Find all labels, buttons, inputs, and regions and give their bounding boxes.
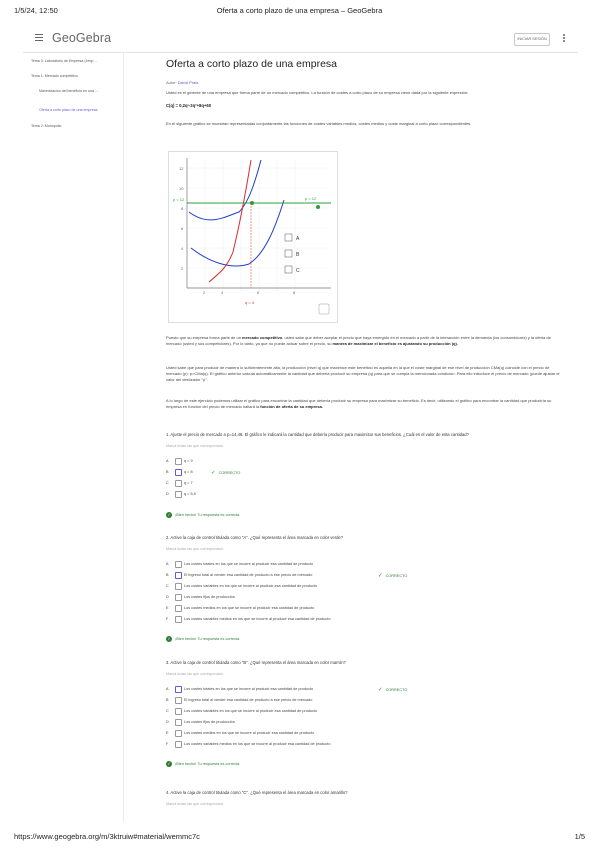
checkbox-c[interactable]	[285, 266, 292, 273]
question-hint: Marca todas las que correspondan.	[166, 444, 224, 448]
success-icon: ✓	[167, 761, 171, 766]
slider-label: p = 12	[305, 196, 317, 201]
sidebar-item-oferta[interactable]: Oferta a corto plazo de una empresa	[39, 108, 98, 112]
answer-option[interactable]: B q = 8	[166, 470, 193, 474]
correct-indicator: ✓ CORRECTO	[378, 573, 408, 579]
y-tick: 4	[181, 246, 184, 251]
quantity-readout: q = 4	[245, 300, 255, 305]
answer-option[interactable]: C Los costes variables en los que se incurre al producir esa cantidad de producto	[166, 709, 318, 713]
profit-paragraph: Usted sabe que para producir de manera lo suficientemente alta, la producción (nivel q) que maximice este beneficio es aquella en la que el coste marginal de ese nivel de producción CMa(q) coincide con el precio de mercado (p): p=CMa(q). El gráfico anterior calcula automáticamente la cantidad que debería producir su empresa (q) para que se cumpla la mencionada condición. Para ello introduce el precio de mercado (puede ajustar el valor del deslizador "p".	[166, 365, 560, 382]
question-hint: Marca todas las que correspondan.	[166, 547, 224, 551]
sidebar-item-maximizacion[interactable]: Maximización del beneficio en una …	[39, 89, 99, 93]
checkbox-a-label: A	[296, 236, 300, 242]
price-marker[interactable]	[250, 201, 254, 205]
y-tick: 6	[181, 226, 184, 231]
checkbox-b-label: B	[296, 252, 300, 258]
geogebra-logo[interactable]: GeoGebra	[52, 31, 112, 45]
answer-option[interactable]: A Los costes totales en los que se incurre al producir esa cantidad de producto	[166, 687, 314, 691]
checkbox-a[interactable]	[285, 234, 292, 241]
answer-option[interactable]: E Los costes medios en los que se incurre al producir esa cantidad de producto	[166, 731, 315, 735]
x-tick: 6	[257, 290, 260, 295]
market-paragraph: Puesto que su empresa forma parte de un mercado competitivo, usted sabe que deber aceptar el precio que haya emergido en el mercado a partir de la interacción entre la demanda (los consumidores) y la oferta de mercado (usted y sus competidores). Por lo tanto, ya que no puede actuar sobre el precio, su manera de maximizar el beneficio es ajustando su producción (q).	[166, 335, 551, 346]
correct-indicator: ✓ CORRECTO	[378, 687, 408, 693]
fullscreen-icon[interactable]	[319, 304, 329, 314]
x-tick: 2	[203, 290, 206, 295]
print-url: https://www.geogebra.org/m/3ktruiw#material/wemmc7c	[14, 832, 200, 841]
check-icon: ✓	[378, 573, 383, 579]
checkbox-b[interactable]	[285, 250, 292, 257]
page-number: 1/5	[574, 832, 585, 841]
answer-option[interactable]: A q = 9	[166, 459, 193, 463]
question-hint: Marca todas las que correspondan.	[166, 672, 224, 676]
author-label: Autor:	[166, 80, 177, 85]
question-text: 4. Active la caja de control titulada como "C". ¿Qué representa el área marcada en color amarillo?	[166, 790, 348, 795]
price-label: p = 12	[173, 197, 185, 202]
cost-curves-graph	[169, 152, 337, 322]
y-tick: 2	[181, 266, 184, 271]
sidebar-item-tema2[interactable]: Tema 2: Monopolio	[31, 124, 62, 128]
feedback-message: ✓ ¡Bien hecho! Tu respuesta es correcta.	[167, 761, 241, 766]
y-tick: 8	[181, 206, 184, 211]
correct-indicator: ✓ CORRECTO	[211, 470, 241, 476]
more-options-icon[interactable]	[563, 34, 565, 43]
answer-option[interactable]: B El ingreso total al vender esa cantidad de producto a ese precio de mercado	[166, 698, 313, 702]
question-text: 1. Ajuste el precio de mercado a p=14,46. El gráfico le indicará la cantidad que debería producir para maximizar sus beneficios. ¿Cuál es el valor de esta cantidad?	[166, 432, 469, 437]
check-icon: ✓	[378, 687, 383, 693]
sign-in-button[interactable]: INICIAR SESIÓN	[514, 33, 550, 46]
page-title: Oferta a corto plazo de una empresa	[166, 58, 338, 70]
y-tick: 12	[179, 166, 184, 171]
sidebar-item-tema0[interactable]: Tema 0: Laboratorio de Empresa (Jeop…	[31, 59, 97, 63]
answer-option[interactable]: E Los costes medios en los que se incurre al producir esa cantidad de producto	[166, 606, 315, 610]
answer-option[interactable]: B El ingreso total al vender esa cantidad de producto a ese precio de mercado	[166, 573, 313, 577]
author-link[interactable]: David Prats	[177, 80, 199, 85]
answer-option[interactable]: A Los costes totales en los que se incurre al producir esa cantidad de producto	[166, 562, 314, 566]
print-header	[0, 0, 599, 22]
check-icon: ✓	[211, 470, 216, 476]
print-date: 1/5/24, 12:50	[14, 6, 58, 15]
question-text: 2. Active la caja de control titulada como "A". ¿Qué representa el área marcada en color verde?	[166, 535, 344, 540]
geogebra-applet[interactable]	[168, 151, 338, 323]
top-app-bar	[23, 26, 578, 53]
x-tick: 4	[221, 290, 224, 295]
y-tick: 10	[179, 186, 184, 191]
book-navigation	[23, 52, 124, 822]
feedback-message: ✓ ¡Bien hecho! Tu respuesta es correcta.	[167, 512, 241, 517]
question-hint: Marca todas las que correspondan.	[166, 802, 224, 806]
exercise-paragraph: A lo largo de este ejercicio podemos utilizar el gráfico para encontrar la cantidad que debería producir su empresa para maximizar su beneficio. Es decir, utilizando el gráfico para encontrar la cantidad que produciría su empresa en función del precio de mercado hallará la función de oferta de su empresa.	[166, 398, 552, 409]
answer-option[interactable]: D Los costes fijos de producción	[166, 595, 235, 599]
author-line	[166, 80, 198, 85]
print-title: Oferta a corto plazo de una empresa – GeoGebra	[216, 6, 383, 15]
cost-formula: C(q) = 0,2q³-2q²+8q+60	[166, 103, 212, 108]
answer-option[interactable]: D Los costes fijos de producción	[166, 720, 235, 724]
answer-option[interactable]: D q = 6,5	[166, 492, 196, 496]
answer-option[interactable]: F Los costes variables medios en los que se incurre al producir esa cantidad de producto	[166, 742, 331, 746]
price-slider-handle[interactable]	[316, 205, 320, 209]
sidebar-item-tema1[interactable]: Tema 1: Mercado competitivo	[31, 74, 78, 78]
answer-option[interactable]: F Los costes variables medios en los que se incurre al producir esa cantidad de producto	[166, 617, 331, 621]
intro-paragraph: Usted es el gerente de una empresa que forma parte de un mercado competitivo. La función de costes a corto plazo de su empresa viene dada por la siguiente expresión:	[166, 90, 469, 95]
checkbox-c-label: C	[296, 268, 300, 274]
answer-option[interactable]: C q = 7	[166, 481, 193, 485]
feedback-message: ✓ ¡Bien hecho! Tu respuesta es correcta.	[167, 636, 241, 641]
x-tick: 8	[293, 290, 296, 295]
graph-intro-paragraph: En el siguiente gráfico se muestran representadas conjuntamente las funciones de costes variables medios, costes medios y coste marginal a corto plazo correspondientes.	[166, 121, 472, 126]
success-icon: ✓	[167, 512, 171, 517]
success-icon: ✓	[167, 636, 171, 641]
question-text: 3. Active la caja de control titulada como "B". ¿Qué representa el área marcada en color marrón?	[166, 660, 346, 665]
answer-option[interactable]: C Los costes variables en los que se incurre al producir esa cantidad de producto	[166, 584, 318, 588]
menu-icon[interactable]	[35, 34, 43, 43]
